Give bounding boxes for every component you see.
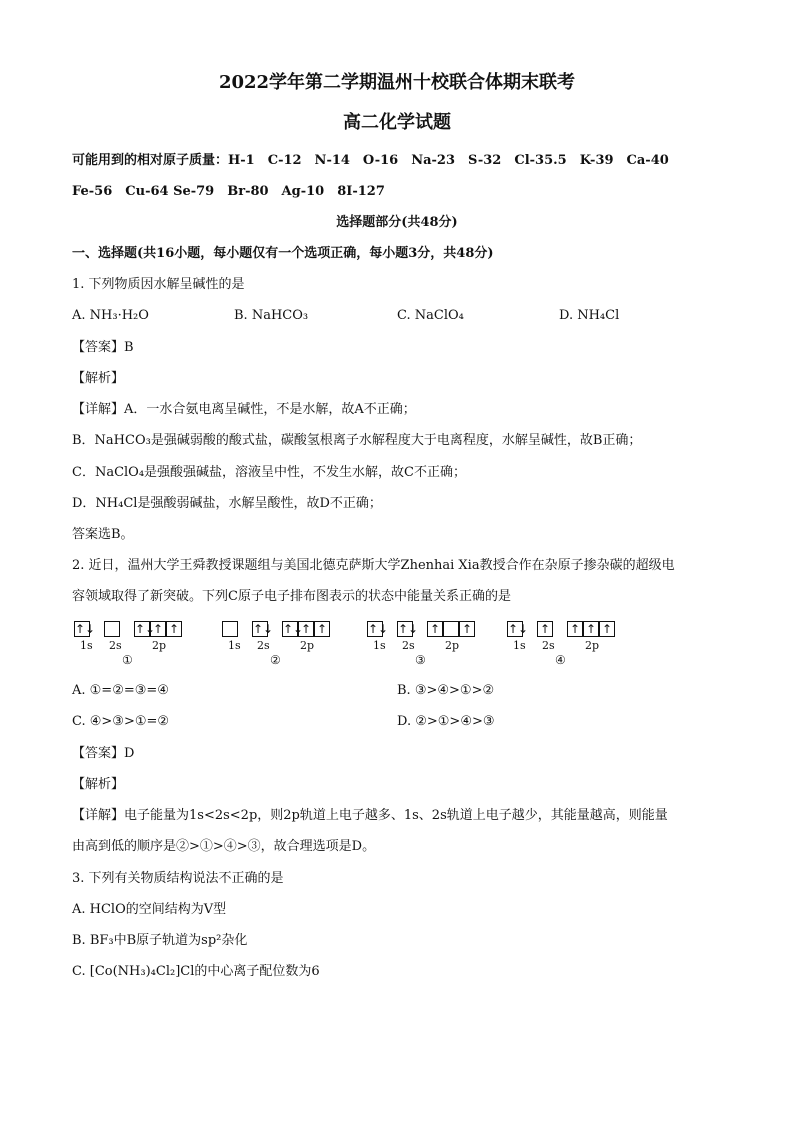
- orbital-diagram-3: [367, 621, 487, 669]
- orbital-box-2p: ↑: [459, 621, 475, 637]
- orbital-box-2p: ↑: [599, 621, 615, 637]
- label-1s: 1s: [373, 639, 386, 652]
- label-2s: 2s: [257, 639, 270, 652]
- q1-option-d: D. NH₄Cl: [559, 308, 620, 323]
- label-1s: 1s: [228, 639, 241, 652]
- orbital-box-2s: ↑: [537, 621, 553, 637]
- orbital-box-2p: ↑↓: [283, 622, 304, 636]
- label-2p: 2p: [445, 639, 460, 652]
- orbital-box-2p: ↑: [314, 621, 330, 637]
- q2-option-d: D. ②>①>④>③: [397, 714, 495, 729]
- label-1s: 1s: [513, 639, 526, 652]
- q2-stem-line1: 2. 近日，温州大学王舜教授课题组与美国北德克萨斯大学Zhenhai Xia教授合作在杂原子掺杂碳的超级电: [72, 558, 675, 573]
- q3-option-a: A. HClO的空间结构为V型: [72, 902, 227, 917]
- orbital-box-2s: ↑↓: [398, 622, 419, 636]
- q1-stem: 1. 下列物质因水解呈碱性的是: [72, 277, 245, 292]
- q1-option-b: B. NaHCO₃: [234, 308, 309, 323]
- orbital-box-2p: ↑: [298, 621, 314, 637]
- exam-title: 2022学年第二学期温州十校联合体期末联考: [218, 72, 576, 93]
- q1-option-c: C. NaClO₄: [397, 308, 464, 323]
- label-2p: 2p: [152, 639, 167, 652]
- diagram-number: ②: [270, 653, 281, 667]
- diagram-number: ③: [415, 653, 426, 667]
- label-2s: 2s: [542, 639, 555, 652]
- q2-option-c: C. ④>③>①=②: [72, 714, 170, 729]
- q2-stem-line2: 容领域取得了新突破。下列C原子电子排布图表示的状态中能量关系正确的是: [72, 589, 511, 604]
- q1-detail: 【详解】A．一水合氨电离呈碱性，不是水解，故A不正确；: [72, 402, 416, 417]
- q2-option-a: A. ①=②=③=④: [72, 683, 169, 698]
- orbital-box-1s: [222, 621, 238, 637]
- label-2p: 2p: [585, 639, 600, 652]
- q1-explain-d: D．NH₄Cl是强酸弱碱盐，水解呈酸性，故D不正确；: [72, 496, 382, 511]
- q1-analysis: 【解析】: [72, 371, 125, 386]
- diagram-number: ①: [122, 653, 133, 667]
- q1-explain-c: C．NaClO₄是强酸强碱盐，溶液呈中性，不发生水解，故C不正确；: [72, 465, 466, 480]
- label-2s: 2s: [402, 639, 415, 652]
- q2-answer: 【答案】D: [72, 746, 135, 761]
- orbital-box-2p: ↑: [583, 621, 599, 637]
- orbital-box-2s: ↑↓: [253, 622, 274, 636]
- q3-stem: 3. 下列有关物质结构说法不正确的是: [72, 871, 284, 886]
- q2-detail-line1: 【详解】电子能量为1s<2s<2p，则2p轨道上电子越多、1s、2s轨道上电子越少，其能量越高，则能量: [72, 808, 668, 823]
- orbital-box-1s: ↑↓: [508, 622, 529, 636]
- diagram-number: ④: [555, 653, 566, 667]
- q1-explain-b: B．NaHCO₃是强碱弱酸的酸式盐，碳酸氢根离子水解程度大于电离程度，水解呈碱性，故B正确；: [72, 433, 642, 448]
- label-2p: 2p: [300, 639, 315, 652]
- q1-option-a: A. NH₃·H₂O: [72, 308, 149, 323]
- q1-conclusion: 答案选B。: [72, 527, 134, 542]
- orbital-diagram-2: [222, 621, 342, 669]
- q2-option-b: B. ③>④>①>②: [397, 683, 495, 698]
- q3-option-b: B. BF₃中B原子轨道为sp²杂化: [72, 933, 248, 948]
- orbital-box-2p: [443, 621, 459, 637]
- orbital-box-2p: ↑: [567, 621, 583, 637]
- orbital-diagram-4: [507, 621, 627, 669]
- q1-answer: 【答案】B: [72, 340, 134, 355]
- orbital-box-2p: ↑: [150, 621, 166, 637]
- atomic-masses-line1: 可能用到的相对原子质量：H-1 C-12 N-14 O-16 Na-23 S-32 Cl-35.5 K-39 Ca-40: [72, 153, 669, 168]
- orbital-diagram-1: [74, 621, 194, 669]
- section-heading: 选择题部分(共48分): [336, 215, 458, 230]
- exam-subtitle: 高二化学试题: [343, 112, 451, 133]
- orbital-box-1s: ↑↓: [368, 622, 389, 636]
- orbital-box-2p: ↑↓: [135, 622, 156, 636]
- orbital-box-2s: [104, 621, 120, 637]
- part-heading: 一、选择题(共16小题，每小题仅有一个选项正确，每小题3分，共48分): [72, 246, 494, 261]
- q3-option-c: C. [Co(NH₃)₄Cl₂]Cl的中心离子配位数为6: [72, 964, 320, 979]
- q2-detail-line2: 由高到低的顺序是②>①>④>③，故合理选项是D。: [72, 839, 376, 854]
- orbital-box-2p: ↑: [427, 621, 443, 637]
- label-1s: 1s: [80, 639, 93, 652]
- q2-analysis: 【解析】: [72, 777, 125, 792]
- atomic-masses-line2: Fe-56 Cu-64 Se-79 Br-80 Ag-10 8I-127: [72, 184, 385, 199]
- orbital-box-1s: ↑↓: [75, 622, 96, 636]
- orbital-box-2p: ↑: [166, 621, 182, 637]
- label-2s: 2s: [109, 639, 122, 652]
